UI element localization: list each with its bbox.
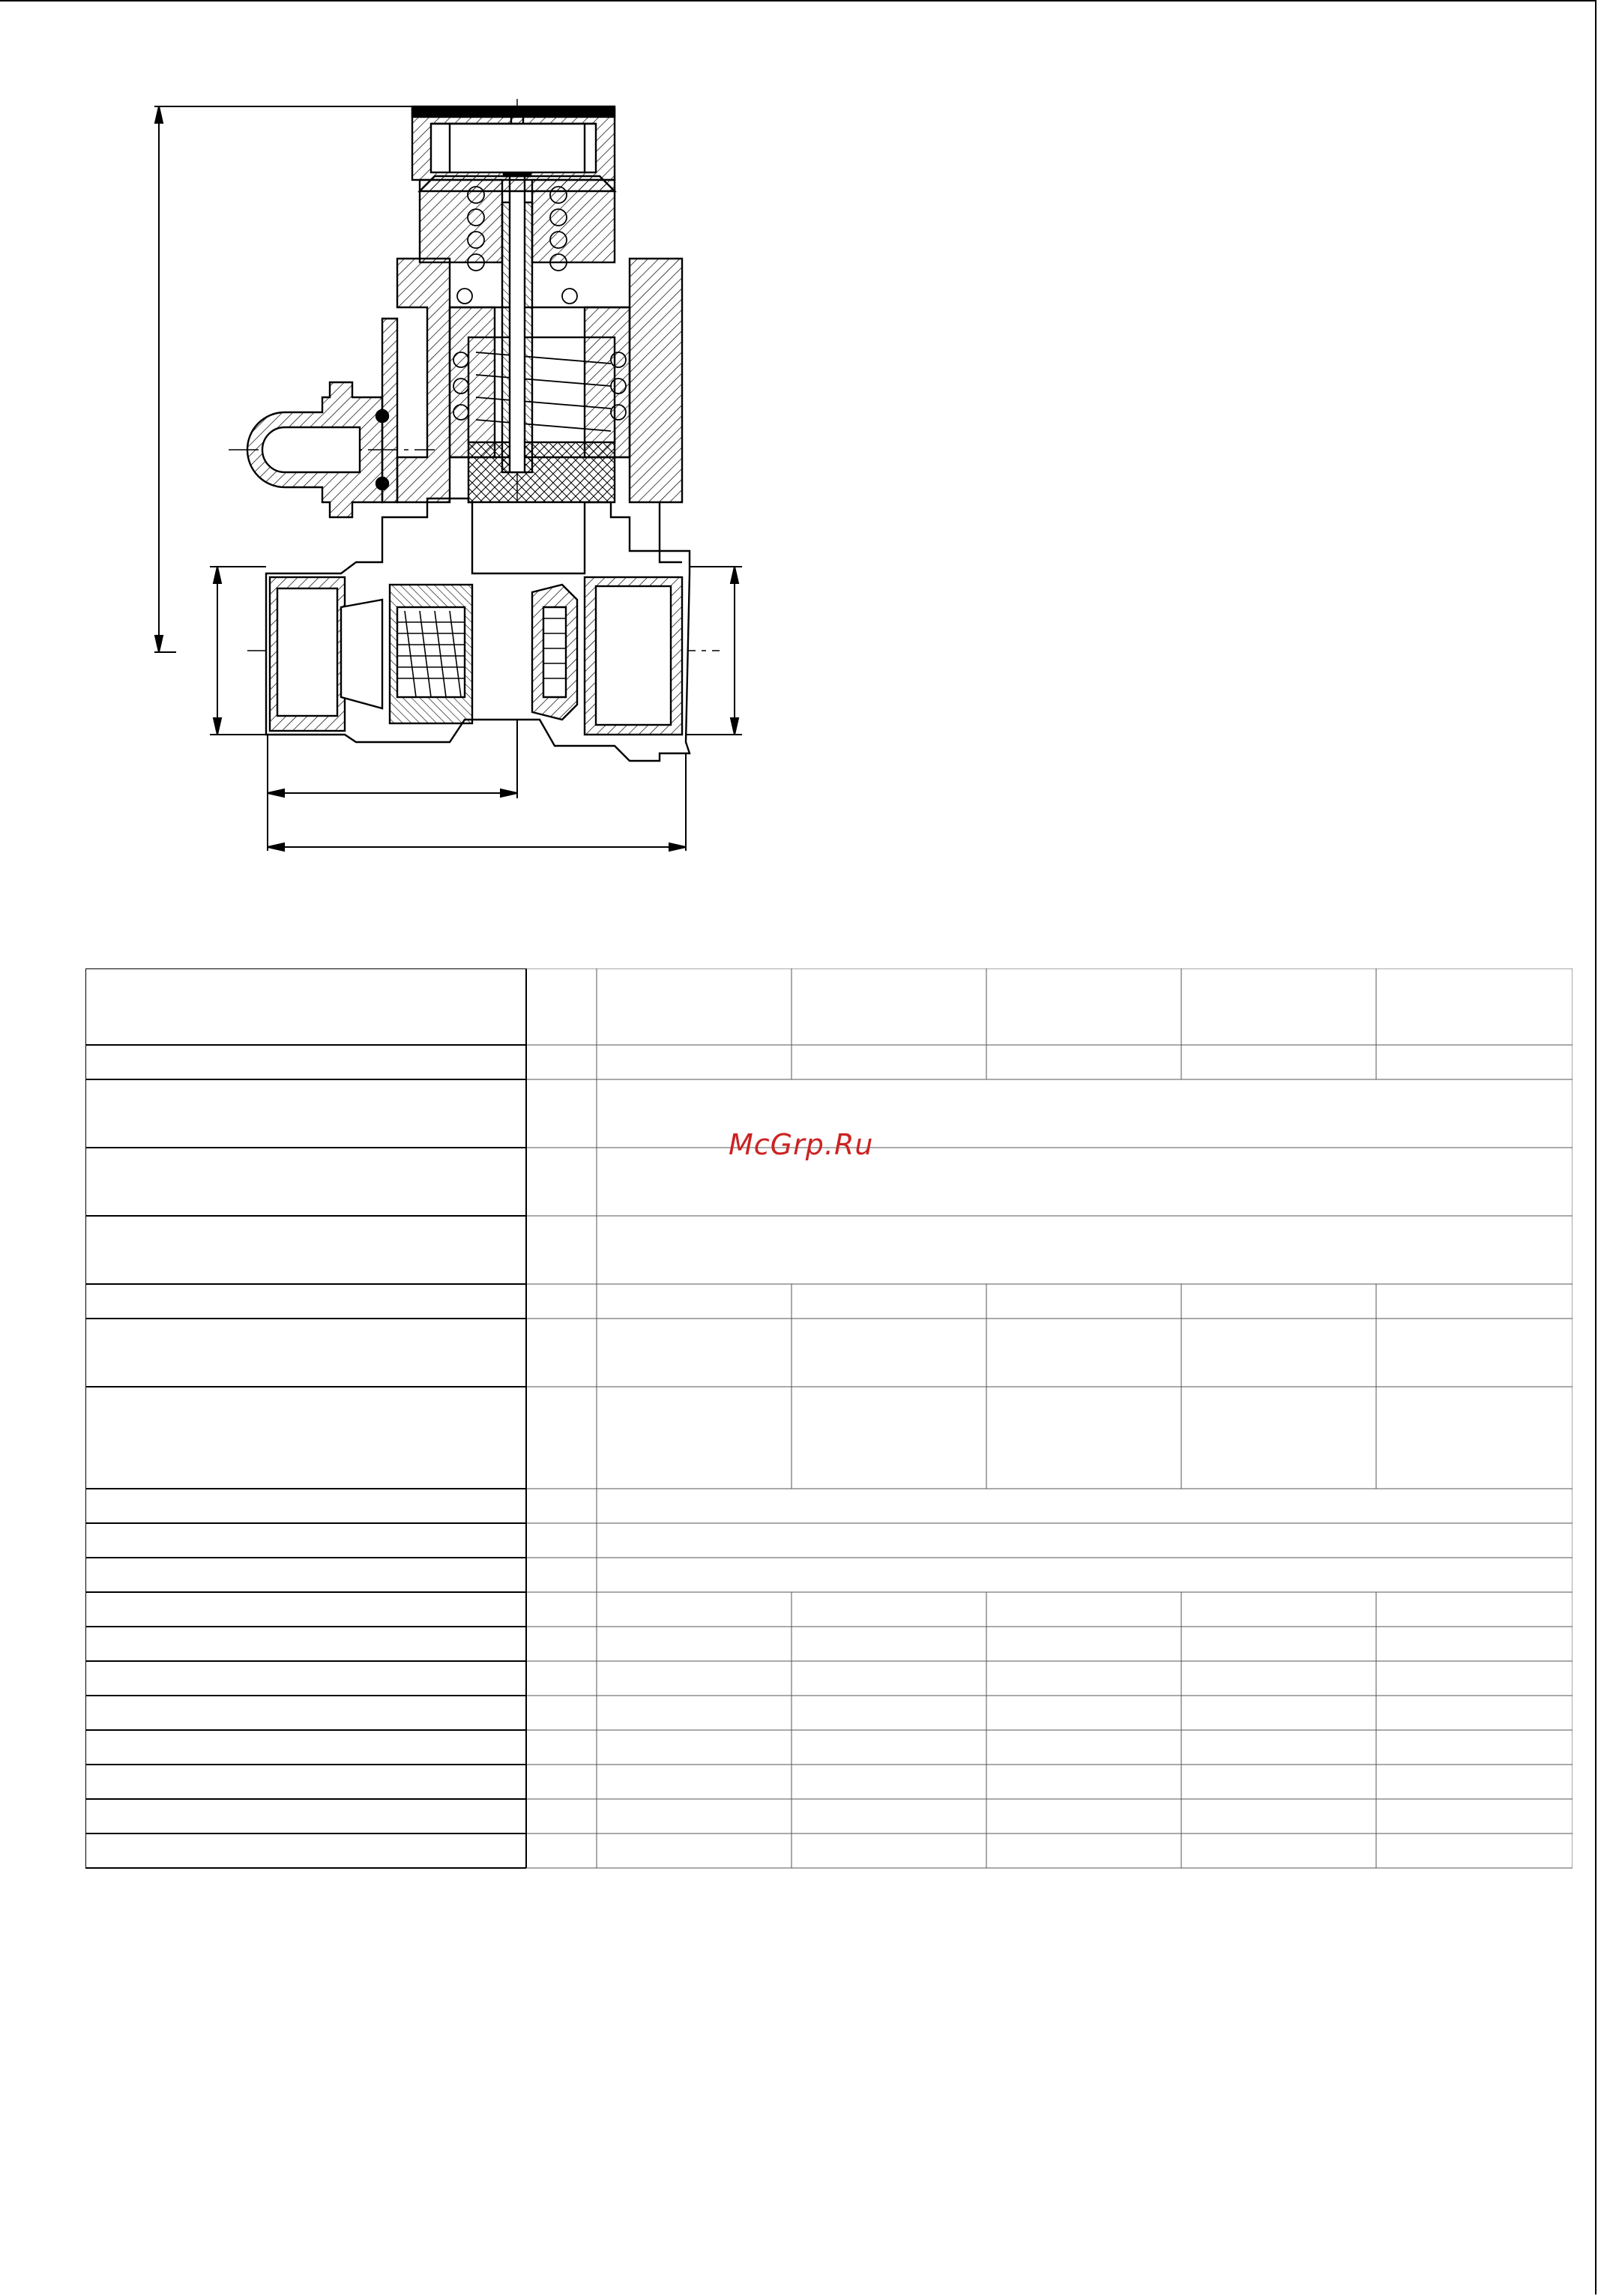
- valve-cross-section-drawing: [135, 82, 765, 862]
- valve-body: [247, 106, 690, 761]
- watermark-text: McGrp.Ru: [729, 1128, 874, 1161]
- specification-table: [85, 968, 1573, 1964]
